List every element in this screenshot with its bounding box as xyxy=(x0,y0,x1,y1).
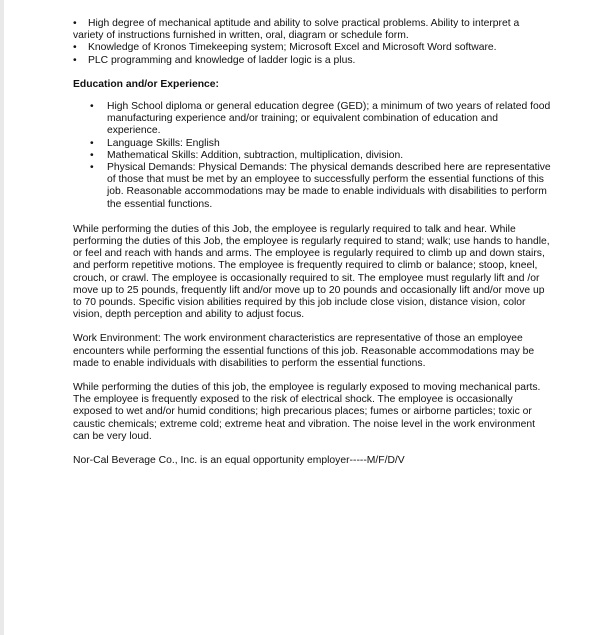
exposure-paragraph: While performing the duties of this job, the employee is regularly exposed to moving mechanical parts. The employee is frequently exposed to the risk of electrical shock. The employee is occasionally exposed to wet and/or humid conditions; high precarious places; fumes or airborne particles; toxic or caustic chemicals; extreme cold; extreme heat and vibration. The noise level in the work environment can be very loud. xyxy=(73,382,541,442)
bullet-icon: • xyxy=(73,54,77,66)
bullet-icon: • xyxy=(73,42,77,54)
list-item-text: Language Skills: English xyxy=(107,137,220,149)
list-item xyxy=(73,42,551,54)
list-item-text: Physical Demands: Physical Demands: The physical demands described here are representative of those that must be met by an employee to successfully perform the essential functions of this job. Reasonable accommodations may be made to enable individuals with disabilities to perform the essential functions. xyxy=(107,162,551,210)
equal-opportunity-statement: Nor-Cal Beverage Co., Inc. is an equal opportunity employer-----M/F/D/V xyxy=(73,455,405,467)
list-item xyxy=(73,101,551,138)
document-content xyxy=(73,18,551,467)
physical-requirements-paragraph: While performing the duties of this Job, the employee is regularly required to talk and hear. While performing the duties of this Job, the employee is regularly required to stand; walk; use hands to handle, or feel and reach with hands and arms. The employee is regularly required to climb up and down stairs, and perform repetitive motions. The employee is frequently required to climb or balance; stoop, kneel, crouch, or crawl. The employee is occasionally required to sit. The employee must regularly lift and /or move up to 25 pounds, frequently lift and/or move up to 20 pounds and occasionally lift and/or move up to 70 pounds. Specific vision abilities required by this job include close vision, distance vision, color vision, depth perception and ability to adjust focus. xyxy=(73,223,550,321)
list-item-text: Mathematical Skills: Addition, subtraction, multiplication, division. xyxy=(107,149,404,161)
bullet-icon: • xyxy=(90,101,94,113)
bullet-icon: • xyxy=(90,162,94,174)
list-item xyxy=(73,162,551,211)
list-item-text: High School diploma or general education degree (GED); a minimum of two years of related food manufacturing experience and/or training; or equivalent combination of education and experience. xyxy=(107,101,551,137)
list-item-text: PLC programming and knowledge of ladder logic is a plus. xyxy=(88,54,356,66)
skills-list xyxy=(73,18,551,67)
bullet-icon: • xyxy=(90,149,94,161)
education-heading: Education and/or Experience: xyxy=(73,78,219,90)
bullet-icon: • xyxy=(90,137,94,149)
list-item xyxy=(73,138,551,150)
bullet-icon: • xyxy=(73,18,77,29)
page-edge xyxy=(0,0,4,635)
list-item xyxy=(73,18,551,42)
list-item-text: Knowledge of Kronos Timekeeping system; Microsoft Excel and Microsoft Word software. xyxy=(88,42,497,54)
list-item xyxy=(73,150,551,162)
list-item-text: High degree of mechanical aptitude and ability to solve practical problems. Ability to interpret a variety of instructions furnished in written, oral, diagram or schedule form. xyxy=(73,18,520,42)
education-list xyxy=(73,101,551,211)
work-environment-paragraph: Work Environment: The work environment characteristics are representative of those an employee encounters while performing the essential functions of this job. Reasonable accommodations may be made to enable individuals with disabilities to perform the essential functions. xyxy=(73,333,535,369)
list-item xyxy=(73,55,551,67)
